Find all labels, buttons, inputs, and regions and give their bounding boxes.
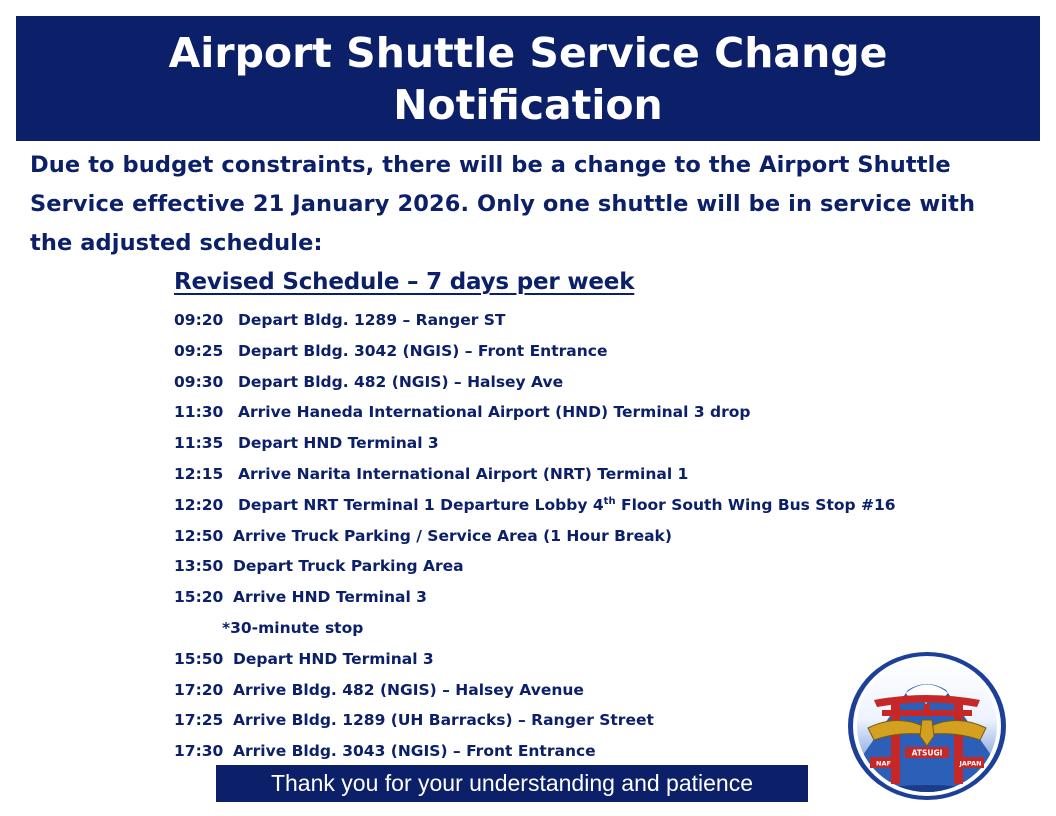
schedule-time: 12:15 [174, 464, 224, 483]
page-title-line-2: Notification [393, 80, 663, 129]
schedule-stop: Arrive HND Terminal 3 [233, 588, 427, 607]
schedule-note: *30-minute stop [222, 618, 364, 637]
schedule-stop: Arrive Bldg. 482 (NGIS) – Halsey Avenue [233, 680, 584, 699]
schedule-row [174, 521, 934, 552]
thank-you-banner: Thank you for your understanding and patience [216, 765, 808, 802]
schedule-time: 15:50 [174, 649, 224, 668]
schedule-time: 09:25 [174, 341, 224, 360]
schedule-stop: Arrive Truck Parking / Service Area (1 Hour Break) [233, 526, 672, 545]
schedule-time: 15:20 [174, 588, 224, 607]
schedule-stop: Arrive Bldg. 3043 (NGIS) – Front Entrance [233, 742, 596, 761]
schedule-stop: Arrive Bldg. 1289 (UH Barracks) – Ranger Street [233, 711, 654, 730]
schedule-time: 12:20 [174, 495, 224, 514]
schedule-time: 11:35 [174, 434, 224, 453]
schedule-row [174, 490, 934, 521]
schedule-stop: Depart NRT Terminal 1 Departure Lobby 4 [238, 495, 604, 514]
schedule-stop-continued: Floor South Wing Bus Stop #16 [615, 495, 896, 514]
schedule-stop: Depart Bldg. 3042 (NGIS) – Front Entrance [238, 341, 608, 360]
seal-text-left: NAF [876, 759, 891, 768]
schedule-row [174, 428, 934, 459]
naf-atsugi-seal-logo [846, 650, 1008, 802]
schedule-stop: Arrive Haneda International Airport (HND) Terminal 3 drop [238, 403, 751, 422]
schedule-row [174, 397, 934, 428]
seal-text-right: JAPAN [959, 759, 982, 768]
schedule-time: 09:30 [174, 372, 224, 391]
schedule-time: 17:25 [174, 711, 224, 730]
schedule-row [174, 675, 934, 706]
page-title-line-1: Airport Shuttle Service Change [168, 28, 888, 77]
schedule-time: 09:20 [174, 311, 224, 329]
schedule-time: 17:20 [174, 680, 224, 699]
schedule-heading: Revised Schedule – 7 days per week [174, 269, 635, 295]
schedule-row [174, 336, 934, 367]
schedule-stop: Depart HND Terminal 3 [233, 649, 434, 668]
ordinal-suffix: th [603, 495, 616, 507]
title-banner [16, 16, 1040, 141]
schedule-row [174, 582, 934, 613]
schedule-time: 11:30 [174, 403, 224, 422]
schedule-row [174, 459, 934, 490]
schedule-time: 12:50 [174, 526, 224, 545]
schedule-row [174, 736, 934, 767]
intro-paragraph: Due to budget constraints, there will be a change to the Airport Shuttle Service effective 21 January 2026. Only one shuttle will be in service with the adjusted schedule: [30, 152, 976, 256]
schedule-row [174, 551, 934, 582]
schedule-stop: Depart HND Terminal 3 [238, 434, 439, 453]
seal-text-center: ATSUGI [911, 748, 943, 758]
schedule-list [174, 305, 934, 767]
schedule-row [174, 705, 934, 736]
schedule-row [174, 367, 934, 398]
schedule-row [174, 305, 934, 336]
schedule-stop: Depart Bldg. 482 (NGIS) – Halsey Ave [238, 372, 564, 391]
schedule-stop: Depart Truck Parking Area [233, 557, 464, 576]
schedule-time: 17:30 [174, 742, 224, 761]
schedule-row [174, 644, 934, 675]
schedule-stop: Depart Bldg. 1289 – Ranger ST [238, 311, 506, 329]
schedule-time: 13:50 [174, 557, 224, 576]
schedule-stop: Arrive Narita International Airport (NRT) Terminal 1 [238, 464, 689, 483]
